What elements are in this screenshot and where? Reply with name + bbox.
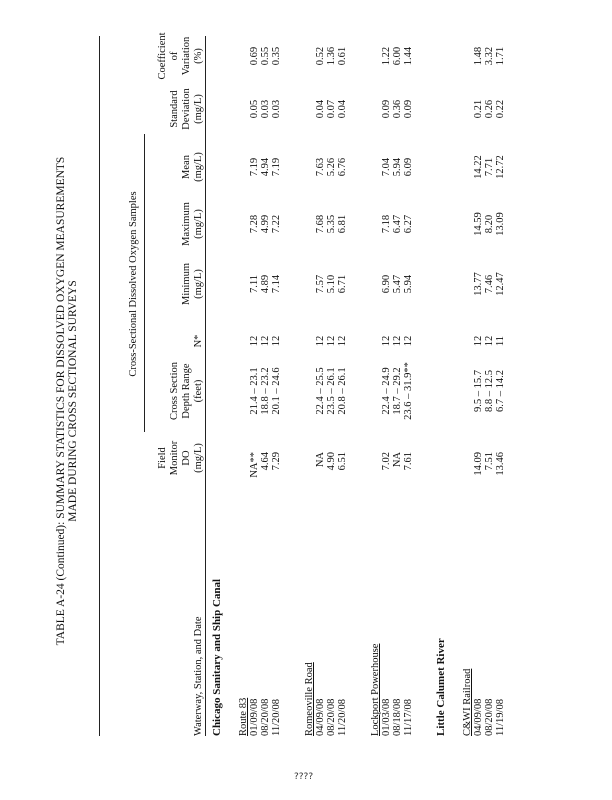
table-cell: 7.19 (271, 157, 282, 177)
column-header: (mg/L) (193, 94, 204, 124)
table-cell: 14.59 (473, 212, 484, 236)
row-date: 11/20/08 (337, 699, 348, 736)
table-cell: 6.51 (337, 452, 348, 471)
table-cell: 6.7 – 14.2 (495, 370, 506, 412)
table-cell: 4.94 (260, 157, 271, 177)
table-cell: 4.64 (260, 452, 271, 471)
table-cell: 7.57 (315, 274, 326, 294)
row-date: 04/09/08 (473, 698, 484, 736)
table-cell: 0.69 (249, 46, 260, 66)
row-date: 11/17/08 (403, 699, 414, 736)
table-cell: 14.09 (473, 452, 484, 476)
column-header: Maximum (181, 202, 192, 246)
table-cell: 7.29 (271, 452, 282, 471)
table-cell: 7.28 (249, 214, 260, 234)
table-cell: 13.09 (495, 212, 506, 236)
column-header: Cross Section (169, 361, 180, 421)
table-cell: 3.32 (484, 46, 495, 66)
table-cell: 8.8 – 12.5 (484, 370, 495, 412)
table-cell: 7.68 (315, 214, 326, 234)
table-cell: 1.71 (495, 46, 506, 66)
table-cell: 12.47 (495, 272, 506, 296)
table-cell: 0.55 (260, 46, 271, 66)
table-cell: 4.99 (260, 214, 271, 234)
table-cell: 14.22 (473, 155, 484, 179)
table-cell: 12 (249, 335, 260, 347)
table-cell: 0.07 (326, 99, 337, 119)
table-cell: 4.90 (326, 452, 337, 471)
table-cell: 6.27 (403, 214, 414, 234)
column-header: N* (193, 334, 204, 348)
station-name: C&WI Railroad (462, 668, 473, 736)
row-date: 11/19/08 (495, 699, 506, 736)
table-title-line2: MADE DURING CROSS SECTIONAL SURVEYS (67, 280, 79, 522)
table-cell: 4.89 (260, 274, 271, 294)
station-name: Route 83 (238, 697, 249, 736)
table-cell: 22.4 – 25.5 (315, 367, 326, 415)
table-cell: 0.35 (271, 46, 282, 66)
table-cell: 0.36 (392, 99, 403, 119)
rotated-table (55, 32, 576, 736)
row-date: 01/03/08 (381, 698, 392, 736)
table-cell: 0.09 (403, 99, 414, 119)
table-cell: 13.46 (495, 452, 506, 476)
table-cell: 7.22 (271, 214, 282, 234)
table-cell: 7.63 (315, 157, 326, 177)
table-cell: 23.5 – 26.1 (326, 367, 337, 415)
table-cell: 7.02 (381, 452, 392, 471)
table-cell: 7.46 (484, 274, 495, 294)
table-cell: 5.94 (392, 157, 403, 177)
table-cell: NA (315, 452, 326, 468)
column-header: of (169, 51, 180, 61)
table-cell: 0.22 (495, 99, 506, 119)
table-cell: 7.04 (381, 157, 392, 177)
table-cell: 6.76 (337, 157, 348, 177)
row-date: 08/20/08 (260, 698, 271, 736)
table-cell: 0.52 (315, 46, 326, 66)
table-cell: 7.51 (484, 452, 495, 471)
table-cell: NA (392, 452, 403, 468)
table-cell: 22.4 – 24.9 (381, 367, 392, 415)
table-cell: 18.8 – 23.2 (260, 367, 271, 415)
table-cell: 5.47 (392, 274, 403, 294)
table-cell: 6.90 (381, 274, 392, 294)
column-header: Monitor (169, 440, 180, 476)
column-header: Deviation (181, 88, 192, 130)
table-cell: 0.04 (337, 99, 348, 119)
table-cell: 6.47 (392, 214, 403, 234)
table-cell: 21.4 – 23.1 (249, 367, 260, 415)
table-cell: 5.35 (326, 214, 337, 234)
table-cell: 12 (271, 335, 282, 347)
table-cell: 12 (260, 335, 271, 347)
header-rule (205, 36, 206, 736)
table-cell: 13.77 (473, 272, 484, 296)
table-cell: 7.71 (484, 157, 495, 177)
table-cell: 1.22 (381, 46, 392, 66)
station-name: Romeoville Road (304, 662, 315, 736)
column-header: DO (181, 450, 192, 466)
table-cell: 12 (484, 335, 495, 347)
column-header: (feet) (193, 379, 204, 403)
table-cell: 12 (473, 335, 484, 347)
table-cell: 0.03 (271, 99, 282, 119)
row-date: 08/20/08 (326, 698, 337, 736)
column-header: Waterway, Station, and Date (193, 616, 204, 736)
table-cell: 23.6 – 31.9** (403, 362, 414, 420)
table-cell: 7.61 (403, 452, 414, 471)
table-cell: 12 (326, 335, 337, 347)
station-name: Lockport Powerhouse (370, 643, 381, 736)
row-date: 01/09/08 (249, 698, 260, 736)
page-number: ???? (294, 772, 314, 782)
table-cell: 7.18 (381, 214, 392, 234)
table-cell: 8.20 (484, 214, 495, 234)
table-cell: 12 (315, 335, 326, 347)
table-cell: 20.8 – 26.1 (337, 367, 348, 415)
column-header: Mean (181, 155, 192, 179)
table-title: TABLE A-24 (Continued): SUMMARY STATISTICS FOR DISSOLVED OXYGEN MEASUREMENTS (55, 156, 67, 646)
column-header: (%) (193, 48, 204, 64)
table-cell: 7.14 (271, 274, 282, 294)
group-rule (144, 134, 145, 432)
column-header: (mg/L) (193, 209, 204, 239)
table-cell: 0.61 (337, 46, 348, 66)
table-cell: 5.26 (326, 157, 337, 177)
table-cell: 0.04 (315, 99, 326, 119)
row-date: 11/20/08 (271, 699, 282, 736)
table-cell: 20.1 – 24.6 (271, 367, 282, 415)
table-cell: 12 (337, 335, 348, 347)
table-cell: 12.72 (495, 155, 506, 179)
table-cell: 0.05 (249, 99, 260, 119)
table-cell: 5.10 (326, 274, 337, 294)
column-header: Standard (169, 90, 180, 128)
table-cell: 0.09 (381, 99, 392, 119)
table-cell: 6.09 (403, 157, 414, 177)
table-cell: 6.71 (337, 274, 348, 294)
row-date: 08/18/08 (392, 698, 403, 736)
waterway-heading: Little Calumet River (435, 638, 447, 736)
table-cell: 7.19 (249, 157, 260, 177)
table-cell: 11 (495, 335, 506, 347)
table-cell: 7.11 (249, 275, 260, 293)
column-header: Minimum (181, 262, 192, 306)
row-date: 04/09/08 (315, 698, 326, 736)
column-header: (mg/L) (193, 269, 204, 299)
column-header: Variation (181, 36, 192, 76)
waterway-heading: Chicago Sanitary and Ship Canal (211, 578, 223, 736)
table-cell: 12 (392, 335, 403, 347)
column-header: (mg/L) (193, 443, 204, 473)
column-header: Coefficient (157, 32, 168, 80)
table-cell: 12 (381, 335, 392, 347)
table-cell: 0.03 (260, 99, 271, 119)
row-date: 08/20/08 (484, 698, 495, 736)
table-cell: 0.21 (473, 99, 484, 119)
table-cell: 6.00 (392, 46, 403, 66)
table-cell: 1.44 (403, 46, 414, 66)
table-cell: NA** (249, 452, 260, 478)
column-header: Depth Range (181, 363, 192, 419)
table-cell: 5.94 (403, 274, 414, 294)
group-header: Cross-Sectional Dissolved Oxygen Samples (128, 191, 139, 377)
column-header: (mg/L) (193, 152, 204, 182)
top-rule (99, 36, 100, 736)
table-cell: 9.5 – 15.7 (473, 370, 484, 412)
table-cell: 6.81 (337, 214, 348, 234)
table-cell: 18.7 – 29.2 (392, 367, 403, 415)
table-cell: 1.36 (326, 46, 337, 66)
table-cell: 1.48 (473, 46, 484, 66)
column-header: Field (157, 447, 168, 469)
table-cell: 0.26 (484, 99, 495, 119)
table-cell: 12 (403, 335, 414, 347)
